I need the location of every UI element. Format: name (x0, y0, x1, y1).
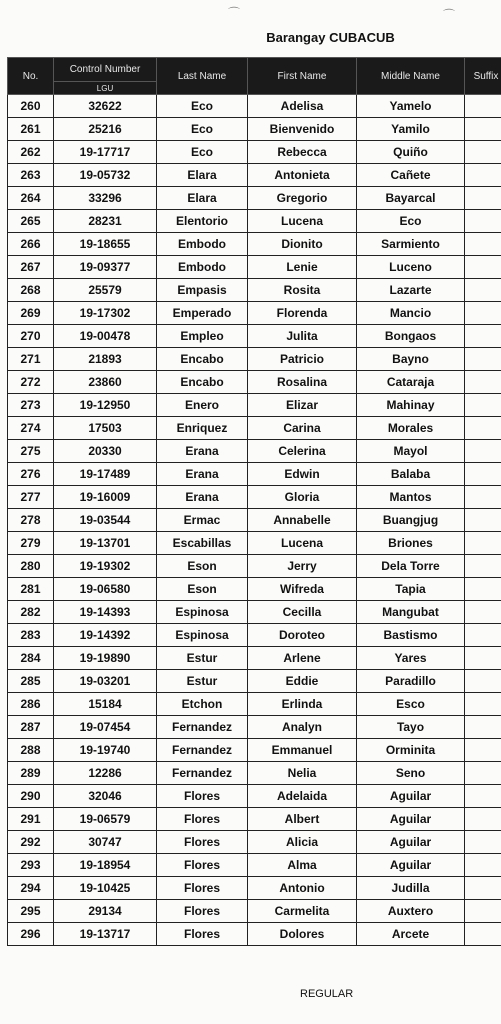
cell-first-name: Cecilla (248, 601, 357, 624)
cell-first-name: Wifreda (248, 578, 357, 601)
cell-suffix (465, 831, 501, 854)
cell-middle-name: Yamilo (357, 118, 465, 141)
col-header-control-number: Control Number (54, 58, 157, 82)
cell-control-number: 25579 (54, 279, 157, 302)
cell-suffix (465, 279, 501, 302)
cell-middle-name: Judilla (357, 877, 465, 900)
cell-last-name: Flores (157, 900, 248, 923)
cell-control-number: 25216 (54, 118, 157, 141)
cell-suffix (465, 509, 501, 532)
cell-middle-name: Aguilar (357, 831, 465, 854)
cell-middle-name: Dela Torre (357, 555, 465, 578)
cell-control-number: 19-13701 (54, 532, 157, 555)
cell-suffix (465, 118, 501, 141)
cell-first-name: Nelia (248, 762, 357, 785)
table-row (8, 325, 501, 348)
table-row (8, 808, 501, 831)
cell-no: 270 (8, 325, 54, 348)
cell-suffix (465, 394, 501, 417)
cell-last-name: Flores (157, 923, 248, 946)
cell-first-name: Celerina (248, 440, 357, 463)
cell-control-number: 19-07454 (54, 716, 157, 739)
cell-middle-name: Yares (357, 647, 465, 670)
table-row (8, 831, 501, 854)
cell-no: 285 (8, 670, 54, 693)
cell-suffix (465, 187, 501, 210)
cell-first-name: Alma (248, 854, 357, 877)
table-row (8, 141, 501, 164)
cell-suffix (465, 348, 501, 371)
cell-last-name: Erana (157, 486, 248, 509)
cell-suffix (465, 808, 501, 831)
cell-last-name: Eson (157, 555, 248, 578)
cell-no: 290 (8, 785, 54, 808)
cell-suffix (465, 624, 501, 647)
cell-control-number: 19-16009 (54, 486, 157, 509)
footer-label: REGULAR (300, 988, 354, 1000)
cell-control-number: 19-09377 (54, 256, 157, 279)
cell-suffix (465, 877, 501, 900)
cell-suffix (465, 739, 501, 762)
cell-first-name: Doroteo (248, 624, 357, 647)
table-row (8, 716, 501, 739)
cell-control-number: 15184 (54, 693, 157, 716)
cell-no: 281 (8, 578, 54, 601)
cell-middle-name: Mancio (357, 302, 465, 325)
table-row (8, 877, 501, 900)
cell-last-name: Erana (157, 440, 248, 463)
cell-suffix (465, 900, 501, 923)
cell-control-number: 28231 (54, 210, 157, 233)
cell-no: 283 (8, 624, 54, 647)
cell-control-number: 19-10425 (54, 877, 157, 900)
cell-control-number: 30747 (54, 831, 157, 854)
scan-mark-right: ⌒ (443, 8, 456, 22)
cell-middle-name: Eco (357, 210, 465, 233)
cell-middle-name: Lazarte (357, 279, 465, 302)
cell-control-number: 19-05732 (54, 164, 157, 187)
cell-last-name: Fernandez (157, 716, 248, 739)
cell-middle-name: Auxtero (357, 900, 465, 923)
cell-no: 272 (8, 371, 54, 394)
cell-no: 260 (8, 95, 54, 118)
cell-no: 288 (8, 739, 54, 762)
cell-suffix (465, 463, 501, 486)
cell-no: 264 (8, 187, 54, 210)
cell-control-number: 19-18954 (54, 854, 157, 877)
cell-control-number: 12286 (54, 762, 157, 785)
cell-last-name: Flores (157, 877, 248, 900)
cell-last-name: Elentorio (157, 210, 248, 233)
cell-middle-name: Mantos (357, 486, 465, 509)
table-row (8, 95, 501, 118)
cell-control-number: 17503 (54, 417, 157, 440)
table-row (8, 486, 501, 509)
cell-last-name: Empasis (157, 279, 248, 302)
table-row (8, 233, 501, 256)
cell-no: 268 (8, 279, 54, 302)
cell-no: 296 (8, 923, 54, 946)
table-row (8, 440, 501, 463)
cell-middle-name: Luceno (357, 256, 465, 279)
cell-last-name: Ermac (157, 509, 248, 532)
table-row (8, 509, 501, 532)
cell-middle-name: Esco (357, 693, 465, 716)
cell-no: 271 (8, 348, 54, 371)
cell-middle-name: Morales (357, 417, 465, 440)
cell-middle-name: Bongaos (357, 325, 465, 348)
cell-middle-name: Seno (357, 762, 465, 785)
cell-last-name: Erana (157, 463, 248, 486)
table-row (8, 302, 501, 325)
cell-no: 286 (8, 693, 54, 716)
cell-no: 294 (8, 877, 54, 900)
cell-first-name: Carina (248, 417, 357, 440)
cell-first-name: Lucena (248, 210, 357, 233)
cell-middle-name: Arcete (357, 923, 465, 946)
cell-first-name: Rosita (248, 279, 357, 302)
cell-no: 293 (8, 854, 54, 877)
cell-middle-name: Cañete (357, 164, 465, 187)
cell-control-number: 19-18655 (54, 233, 157, 256)
cell-suffix (465, 440, 501, 463)
cell-control-number: 19-19302 (54, 555, 157, 578)
table-row (8, 762, 501, 785)
table-row (8, 279, 501, 302)
cell-last-name: Eco (157, 118, 248, 141)
cell-suffix (465, 555, 501, 578)
cell-first-name: Gregorio (248, 187, 357, 210)
cell-control-number: 19-14392 (54, 624, 157, 647)
cell-suffix (465, 210, 501, 233)
cell-last-name: Eson (157, 578, 248, 601)
table-row (8, 532, 501, 555)
cell-first-name: Florenda (248, 302, 357, 325)
table-row (8, 624, 501, 647)
cell-no: 289 (8, 762, 54, 785)
cell-no: 262 (8, 141, 54, 164)
cell-suffix (465, 164, 501, 187)
table-row (8, 348, 501, 371)
cell-last-name: Etchon (157, 693, 248, 716)
cell-suffix (465, 256, 501, 279)
cell-first-name: Dionito (248, 233, 357, 256)
col-header-no: No. (8, 58, 54, 95)
cell-middle-name: Quiño (357, 141, 465, 164)
cell-no: 267 (8, 256, 54, 279)
cell-suffix (465, 647, 501, 670)
col-header-control-sub: LGU (54, 82, 157, 95)
cell-last-name: Encabo (157, 348, 248, 371)
cell-control-number: 19-06580 (54, 578, 157, 601)
cell-middle-name: Bayno (357, 348, 465, 371)
cell-last-name: Enero (157, 394, 248, 417)
cell-last-name: Emperado (157, 302, 248, 325)
table-row (8, 256, 501, 279)
cell-middle-name: Aguilar (357, 854, 465, 877)
table-row (8, 118, 501, 141)
table-row (8, 923, 501, 946)
beneficiary-table (7, 57, 501, 946)
cell-last-name: Escabillas (157, 532, 248, 555)
cell-first-name: Alicia (248, 831, 357, 854)
cell-first-name: Edwin (248, 463, 357, 486)
cell-last-name: Fernandez (157, 739, 248, 762)
cell-middle-name: Sarmiento (357, 233, 465, 256)
cell-suffix (465, 486, 501, 509)
cell-first-name: Lenie (248, 256, 357, 279)
cell-first-name: Julita (248, 325, 357, 348)
cell-no: 274 (8, 417, 54, 440)
cell-no: 277 (8, 486, 54, 509)
cell-last-name: Encabo (157, 371, 248, 394)
table-row (8, 900, 501, 923)
cell-middle-name: Bayarcal (357, 187, 465, 210)
cell-first-name: Rosalina (248, 371, 357, 394)
cell-first-name: Patricio (248, 348, 357, 371)
table-row (8, 371, 501, 394)
cell-last-name: Eco (157, 141, 248, 164)
cell-first-name: Gloria (248, 486, 357, 509)
col-header-first-name: First Name (248, 58, 357, 95)
cell-first-name: Analyn (248, 716, 357, 739)
cell-control-number: 21893 (54, 348, 157, 371)
cell-first-name: Albert (248, 808, 357, 831)
cell-middle-name: Bastismo (357, 624, 465, 647)
cell-last-name: Eco (157, 95, 248, 118)
cell-suffix (465, 371, 501, 394)
cell-last-name: Flores (157, 854, 248, 877)
cell-control-number: 32622 (54, 95, 157, 118)
cell-first-name: Erlinda (248, 693, 357, 716)
cell-first-name: Antonieta (248, 164, 357, 187)
cell-first-name: Elizar (248, 394, 357, 417)
cell-no: 291 (8, 808, 54, 831)
cell-first-name: Rebecca (248, 141, 357, 164)
cell-suffix (465, 923, 501, 946)
col-header-last-name: Last Name (157, 58, 248, 95)
cell-first-name: Dolores (248, 923, 357, 946)
cell-suffix (465, 716, 501, 739)
cell-no: 276 (8, 463, 54, 486)
cell-control-number: 19-17489 (54, 463, 157, 486)
cell-no: 273 (8, 394, 54, 417)
cell-control-number: 32046 (54, 785, 157, 808)
cell-last-name: Flores (157, 831, 248, 854)
cell-last-name: Flores (157, 785, 248, 808)
cell-suffix (465, 854, 501, 877)
cell-control-number: 19-03544 (54, 509, 157, 532)
cell-control-number: 19-19890 (54, 647, 157, 670)
cell-no: 263 (8, 164, 54, 187)
cell-suffix (465, 578, 501, 601)
cell-first-name: Adelisa (248, 95, 357, 118)
cell-last-name: Elara (157, 187, 248, 210)
cell-suffix (465, 302, 501, 325)
cell-suffix (465, 601, 501, 624)
cell-last-name: Elara (157, 164, 248, 187)
cell-middle-name: Mahinay (357, 394, 465, 417)
cell-control-number: 19-17302 (54, 302, 157, 325)
cell-middle-name: Tayo (357, 716, 465, 739)
cell-no: 266 (8, 233, 54, 256)
cell-middle-name: Aguilar (357, 785, 465, 808)
cell-control-number: 20330 (54, 440, 157, 463)
cell-control-number: 19-13717 (54, 923, 157, 946)
table-row (8, 854, 501, 877)
cell-middle-name: Briones (357, 532, 465, 555)
cell-first-name: Bienvenido (248, 118, 357, 141)
cell-suffix (465, 670, 501, 693)
cell-last-name: Estur (157, 670, 248, 693)
cell-first-name: Emmanuel (248, 739, 357, 762)
table-row (8, 164, 501, 187)
cell-last-name: Embodo (157, 256, 248, 279)
cell-no: 280 (8, 555, 54, 578)
cell-control-number: 19-12950 (54, 394, 157, 417)
scan-mark-left: ⌒ (228, 6, 241, 20)
table-row (8, 417, 501, 440)
cell-control-number: 19-06579 (54, 808, 157, 831)
cell-no: 265 (8, 210, 54, 233)
cell-first-name: Antonio (248, 877, 357, 900)
cell-last-name: Estur (157, 647, 248, 670)
cell-middle-name: Balaba (357, 463, 465, 486)
cell-middle-name: Aguilar (357, 808, 465, 831)
cell-no: 284 (8, 647, 54, 670)
table-row (8, 647, 501, 670)
cell-no: 261 (8, 118, 54, 141)
table-row (8, 739, 501, 762)
cell-suffix (465, 141, 501, 164)
table-body (8, 95, 501, 946)
cell-middle-name: Orminita (357, 739, 465, 762)
table-row (8, 555, 501, 578)
cell-last-name: Espinosa (157, 624, 248, 647)
cell-control-number: 19-00478 (54, 325, 157, 348)
cell-middle-name: Buangjug (357, 509, 465, 532)
cell-middle-name: Yamelo (357, 95, 465, 118)
cell-middle-name: Cataraja (357, 371, 465, 394)
cell-suffix (465, 693, 501, 716)
cell-control-number: 29134 (54, 900, 157, 923)
cell-first-name: Lucena (248, 532, 357, 555)
cell-no: 275 (8, 440, 54, 463)
table-row (8, 693, 501, 716)
table-row (8, 670, 501, 693)
cell-middle-name: Paradillo (357, 670, 465, 693)
cell-first-name: Adelaida (248, 785, 357, 808)
cell-suffix (465, 95, 501, 118)
page-title: Barangay CUBACUB (266, 30, 395, 45)
cell-suffix (465, 325, 501, 348)
cell-no: 269 (8, 302, 54, 325)
cell-no: 287 (8, 716, 54, 739)
cell-suffix (465, 233, 501, 256)
cell-last-name: Empleo (157, 325, 248, 348)
cell-control-number: 23860 (54, 371, 157, 394)
col-header-middle-name: Middle Name (357, 58, 465, 95)
cell-middle-name: Tapia (357, 578, 465, 601)
cell-middle-name: Mangubat (357, 601, 465, 624)
cell-suffix (465, 785, 501, 808)
cell-control-number: 19-03201 (54, 670, 157, 693)
table-row (8, 394, 501, 417)
cell-last-name: Espinosa (157, 601, 248, 624)
cell-no: 295 (8, 900, 54, 923)
table-row (8, 785, 501, 808)
cell-no: 278 (8, 509, 54, 532)
cell-control-number: 19-14393 (54, 601, 157, 624)
cell-first-name: Annabelle (248, 509, 357, 532)
table-row (8, 601, 501, 624)
header-row (8, 58, 501, 82)
cell-middle-name: Mayol (357, 440, 465, 463)
cell-last-name: Flores (157, 808, 248, 831)
cell-no: 292 (8, 831, 54, 854)
cell-suffix (465, 762, 501, 785)
table-row (8, 187, 501, 210)
cell-first-name: Carmelita (248, 900, 357, 923)
cell-suffix (465, 417, 501, 440)
col-header-suffix: Suffix (465, 58, 501, 95)
cell-first-name: Jerry (248, 555, 357, 578)
cell-no: 279 (8, 532, 54, 555)
cell-suffix (465, 532, 501, 555)
cell-control-number: 19-19740 (54, 739, 157, 762)
table-row (8, 578, 501, 601)
table-row (8, 210, 501, 233)
table-row (8, 463, 501, 486)
cell-control-number: 33296 (54, 187, 157, 210)
cell-no: 282 (8, 601, 54, 624)
cell-last-name: Enriquez (157, 417, 248, 440)
cell-last-name: Embodo (157, 233, 248, 256)
cell-first-name: Eddie (248, 670, 357, 693)
cell-last-name: Fernandez (157, 762, 248, 785)
cell-first-name: Arlene (248, 647, 357, 670)
cell-control-number: 19-17717 (54, 141, 157, 164)
